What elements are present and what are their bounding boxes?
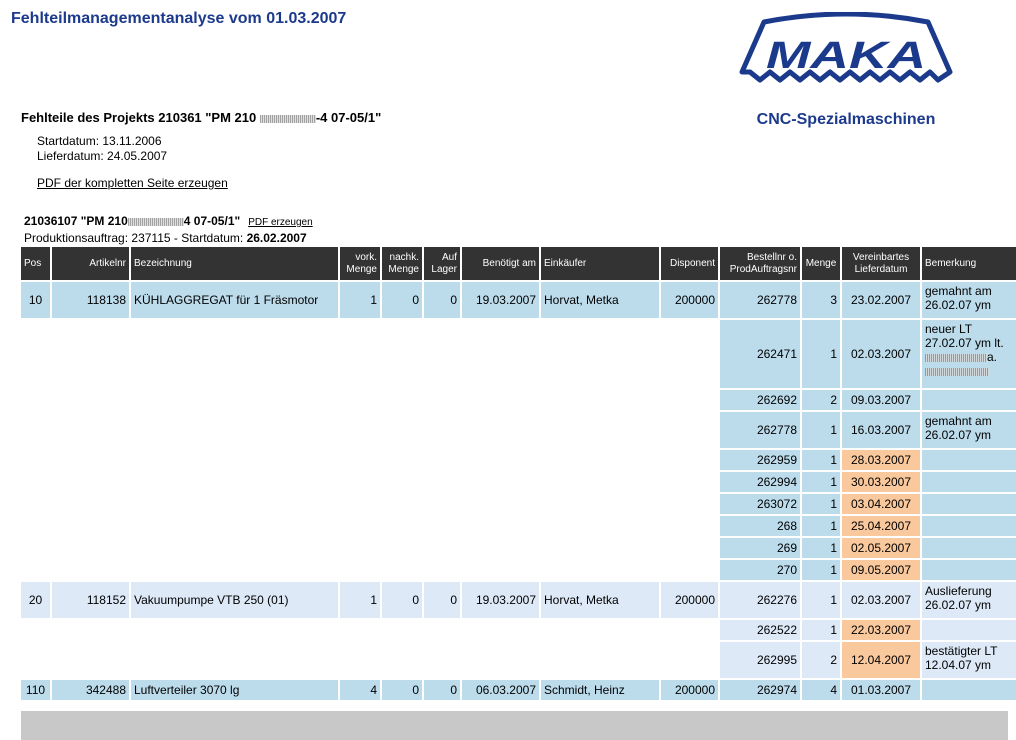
empty-cell bbox=[21, 450, 718, 470]
bemerkung-cell bbox=[922, 642, 1016, 678]
bestellnr-cell: 262778 bbox=[720, 282, 800, 318]
bemerkung-cell bbox=[922, 412, 1016, 448]
lieferdatum-cell: 23.02.2007 bbox=[842, 282, 920, 318]
lieferdatum-cell: 12.04.2007 bbox=[842, 642, 920, 678]
bestellnr-cell: 269 bbox=[720, 538, 800, 558]
bestellnr-cell: 262522 bbox=[720, 620, 800, 640]
bemerkung-cell bbox=[922, 320, 1016, 388]
vork-menge-cell: 1 bbox=[340, 282, 380, 318]
table-row bbox=[21, 582, 1016, 618]
table-subrow bbox=[21, 472, 1016, 492]
table-subrow bbox=[21, 494, 1016, 514]
col-auf-lager: Auf Lager bbox=[424, 247, 460, 280]
auf-lager-cell: 0 bbox=[424, 582, 460, 618]
table-subrow bbox=[21, 516, 1016, 536]
auf-lager-cell: 0 bbox=[424, 282, 460, 318]
order-pdf-link[interactable]: PDF erzeugen bbox=[248, 217, 313, 228]
table-subrow bbox=[21, 560, 1016, 580]
table-subrow bbox=[21, 450, 1016, 470]
redacted-text bbox=[925, 364, 1015, 378]
empty-cell bbox=[21, 412, 718, 448]
col-menge: Menge bbox=[802, 247, 840, 280]
bemerkung-cell bbox=[922, 538, 1016, 558]
menge-cell: 3 bbox=[802, 282, 840, 318]
menge-cell: 1 bbox=[802, 538, 840, 558]
auf-lager-cell: 0 bbox=[424, 680, 460, 700]
order-title: 21036107 "PM 210 4 07-05/1" PDF erzeugen bbox=[24, 214, 313, 228]
col-vork-menge: vork. Menge bbox=[340, 247, 380, 280]
einkaeufer-cell: Horvat, Metka bbox=[541, 282, 659, 318]
vork-menge-cell: 1 bbox=[340, 582, 380, 618]
pos-cell: 10 bbox=[21, 282, 50, 318]
bezeichnung-cell: Vakuumpumpe VTB 250 (01) bbox=[131, 582, 338, 618]
bemerkung-cell bbox=[922, 680, 1016, 700]
bemerkung-line: 26.02.07 ym bbox=[925, 298, 992, 312]
bemerkung-line: Auslieferung bbox=[925, 584, 992, 598]
start-date: Startdatum: 13.11.2006 bbox=[37, 134, 162, 148]
empty-cell bbox=[21, 472, 718, 492]
lieferdatum-cell: 02.03.2007 bbox=[842, 320, 920, 388]
bemerkung-cell bbox=[922, 472, 1016, 492]
col-vereinbart: Vereinbartes Lieferdatum bbox=[842, 247, 920, 280]
missing-parts-table bbox=[19, 245, 1016, 702]
menge-cell: 1 bbox=[802, 560, 840, 580]
col-bezeichnung: Bezeichnung bbox=[131, 247, 338, 280]
table-header bbox=[21, 247, 1016, 280]
empty-cell bbox=[21, 320, 718, 388]
bemerkung-line: gemahnt am bbox=[925, 414, 992, 428]
menge-cell: 1 bbox=[802, 320, 840, 388]
logo-text: MAKA bbox=[766, 35, 926, 77]
menge-cell: 1 bbox=[802, 620, 840, 640]
table-subrow bbox=[21, 620, 1016, 640]
bezeichnung-cell: KÜHLAGGREGAT für 1 Fräsmotor bbox=[131, 282, 338, 318]
lieferdatum-cell: 01.03.2007 bbox=[842, 680, 920, 700]
empty-cell bbox=[21, 560, 718, 580]
bestellnr-cell: 262995 bbox=[720, 642, 800, 678]
bestellnr-cell: 262974 bbox=[720, 680, 800, 700]
table-subrow bbox=[21, 642, 1016, 678]
bemerkung-cell bbox=[922, 620, 1016, 640]
lieferdatum-cell: 03.04.2007 bbox=[842, 494, 920, 514]
einkaeufer-cell: Horvat, Metka bbox=[541, 582, 659, 618]
menge-cell: 1 bbox=[802, 516, 840, 536]
vork-menge-cell: 4 bbox=[340, 680, 380, 700]
bestellnr-cell: 262692 bbox=[720, 390, 800, 410]
empty-cell bbox=[21, 390, 718, 410]
pdf-full-page-link[interactable]: PDF der kompletten Seite erzeugen bbox=[37, 176, 228, 190]
lieferdatum-cell: 09.03.2007 bbox=[842, 390, 920, 410]
bestellnr-cell: 262778 bbox=[720, 412, 800, 448]
bestellnr-cell: 262959 bbox=[720, 450, 800, 470]
empty-cell bbox=[21, 516, 718, 536]
bemerkung-cell bbox=[922, 560, 1016, 580]
bezeichnung-cell: Luftverteiler 3070 lg bbox=[131, 680, 338, 700]
bestellnr-cell: 270 bbox=[720, 560, 800, 580]
delivery-date: Lieferdatum: 24.05.2007 bbox=[37, 149, 168, 163]
col-artikelnr: Artikelnr bbox=[52, 247, 129, 280]
table-row bbox=[21, 282, 1016, 318]
lieferdatum-cell: 28.03.2007 bbox=[842, 450, 920, 470]
lieferdatum-cell: 02.03.2007 bbox=[842, 582, 920, 618]
menge-cell: 2 bbox=[802, 390, 840, 410]
table-subrow bbox=[21, 390, 1016, 410]
menge-cell: 4 bbox=[802, 680, 840, 700]
maka-logo bbox=[738, 12, 954, 130]
artikelnr-cell: 118152 bbox=[52, 582, 129, 618]
bemerkung-cell bbox=[922, 494, 1016, 514]
menge-cell: 1 bbox=[802, 582, 840, 618]
redacted-text: a. bbox=[925, 350, 1015, 364]
col-einkaeufer: Einkäufer bbox=[541, 247, 659, 280]
bestellnr-cell: 262994 bbox=[720, 472, 800, 492]
table-subrow bbox=[21, 320, 1016, 388]
table-footer-bar bbox=[21, 711, 1008, 740]
disponent-cell: 200000 bbox=[661, 680, 718, 700]
lieferdatum-cell: 22.03.2007 bbox=[842, 620, 920, 640]
lieferdatum-cell: 25.04.2007 bbox=[842, 516, 920, 536]
bestellnr-cell: 262471 bbox=[720, 320, 800, 388]
page-title: Fehlteilmanagementanalyse vom 01.03.2007 bbox=[11, 10, 347, 27]
bemerkung-cell bbox=[922, 516, 1016, 536]
bemerkung-cell bbox=[922, 450, 1016, 470]
col-pos: Pos bbox=[21, 247, 50, 280]
logo-subtitle: CNC-Spezialmaschinen bbox=[756, 111, 936, 128]
menge-cell: 1 bbox=[802, 472, 840, 492]
bemerkung-cell bbox=[922, 282, 1016, 318]
project-title: Fehlteile des Projekts 210361 "PM 210 -4 07-05/1" bbox=[21, 110, 382, 125]
bemerkung-line: 27.02.07 ym lt. bbox=[925, 336, 1004, 350]
table-row bbox=[21, 680, 1016, 700]
bemerkung-cell bbox=[922, 390, 1016, 410]
empty-cell bbox=[21, 620, 718, 640]
col-disponent: Disponent bbox=[661, 247, 718, 280]
bemerkung-line: 12.04.07 ym bbox=[925, 658, 992, 672]
bestellnr-cell: 263072 bbox=[720, 494, 800, 514]
lieferdatum-cell: 09.05.2007 bbox=[842, 560, 920, 580]
table-subrow bbox=[21, 412, 1016, 448]
nachk-menge-cell: 0 bbox=[382, 282, 422, 318]
bemerkung-line: neuer LT bbox=[925, 322, 973, 336]
disponent-cell: 200000 bbox=[661, 282, 718, 318]
artikelnr-cell: 342488 bbox=[52, 680, 129, 700]
menge-cell: 1 bbox=[802, 494, 840, 514]
pos-cell: 20 bbox=[21, 582, 50, 618]
pos-cell: 110 bbox=[21, 680, 50, 700]
menge-cell: 1 bbox=[802, 412, 840, 448]
benoetigt-cell: 19.03.2007 bbox=[462, 282, 539, 318]
bemerkung-line: 26.02.07 ym bbox=[925, 598, 992, 612]
redacted-text bbox=[128, 218, 184, 226]
redacted-text bbox=[260, 115, 316, 123]
disponent-cell: 200000 bbox=[661, 582, 718, 618]
einkaeufer-cell: Schmidt, Heinz bbox=[541, 680, 659, 700]
empty-cell bbox=[21, 538, 718, 558]
nachk-menge-cell: 0 bbox=[382, 582, 422, 618]
lieferdatum-cell: 30.03.2007 bbox=[842, 472, 920, 492]
empty-cell bbox=[21, 642, 718, 678]
table-subrow bbox=[21, 538, 1016, 558]
bemerkung-cell bbox=[922, 582, 1016, 618]
lieferdatum-cell: 16.03.2007 bbox=[842, 412, 920, 448]
benoetigt-cell: 06.03.2007 bbox=[462, 680, 539, 700]
nachk-menge-cell: 0 bbox=[382, 680, 422, 700]
bemerkung-line: 26.02.07 ym bbox=[925, 428, 992, 442]
menge-cell: 2 bbox=[802, 642, 840, 678]
col-bemerkung: Bemerkung bbox=[922, 247, 1016, 280]
lieferdatum-cell: 02.05.2007 bbox=[842, 538, 920, 558]
menge-cell: 1 bbox=[802, 450, 840, 470]
empty-cell bbox=[21, 494, 718, 514]
production-order: Produktionsauftrag: 237115 - Startdatum: 26.02.2007 bbox=[24, 231, 307, 245]
bemerkung-line: bestätigter LT bbox=[925, 644, 998, 658]
col-bestellnr: Bestellnr o. ProdAuftragsnr bbox=[720, 247, 800, 280]
col-nachk-menge: nachk. Menge bbox=[382, 247, 422, 280]
bestellnr-cell: 262276 bbox=[720, 582, 800, 618]
col-benoetigt: Benötigt am bbox=[462, 247, 539, 280]
artikelnr-cell: 118138 bbox=[52, 282, 129, 318]
benoetigt-cell: 19.03.2007 bbox=[462, 582, 539, 618]
bemerkung-line: gemahnt am bbox=[925, 284, 992, 298]
bestellnr-cell: 268 bbox=[720, 516, 800, 536]
